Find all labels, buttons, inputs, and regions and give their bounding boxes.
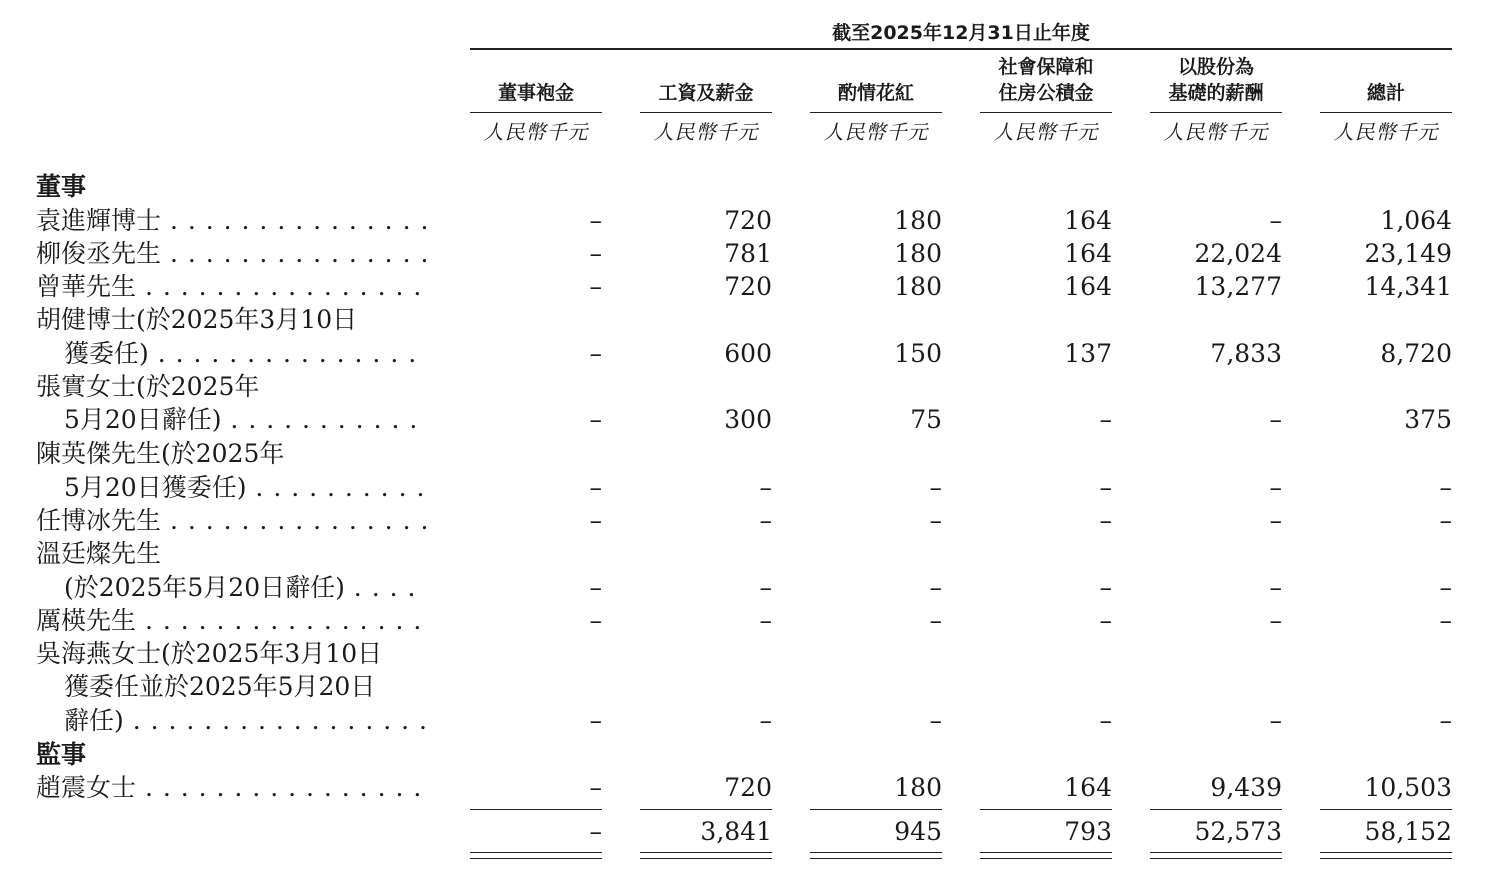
row-label-continued: 5月20日獲委任) . . . <box>64 472 426 504</box>
cell-share-based: – <box>1269 606 1282 635</box>
cell-social-security: – <box>1099 706 1112 735</box>
cell-salaries: – <box>759 573 772 602</box>
cell-total: – <box>1439 573 1452 602</box>
cell-director-fees: – <box>589 239 602 268</box>
double-rule <box>810 852 942 853</box>
double-rule <box>1320 852 1452 853</box>
column-rule <box>810 112 942 113</box>
row-label-continued: (於2025年5月20日辭任) . . . <box>64 572 426 604</box>
total-salaries: 3,841 <box>700 817 772 846</box>
cell-share-based: – <box>1269 206 1282 235</box>
cell-salaries: 720 <box>724 773 772 802</box>
cell-bonus: 75 <box>910 405 942 434</box>
total-total: 58,152 <box>1364 817 1452 846</box>
cell-director-fees: – <box>589 206 602 235</box>
cell-bonus: 180 <box>894 206 942 235</box>
double-rule <box>640 852 772 853</box>
column-header: 總計 <box>1366 82 1405 104</box>
cell-share-based: – <box>1269 405 1282 434</box>
cell-share-based: – <box>1269 573 1282 602</box>
cell-social-security: 137 <box>1064 339 1112 368</box>
row-label: 柳俊丞先生 . . . <box>36 238 426 270</box>
row-label: 曾華先生 . . . <box>36 271 426 303</box>
cell-share-based: 9,439 <box>1210 773 1282 802</box>
column-header: 以股份為 <box>1177 56 1254 78</box>
row-label: 溫廷燦先生 <box>36 539 162 568</box>
total-social-security: 793 <box>1064 817 1112 846</box>
double-rule <box>1320 858 1452 859</box>
total-share-based: 52,573 <box>1194 817 1282 846</box>
cell-total: 375 <box>1404 405 1452 434</box>
cell-share-based: – <box>1269 706 1282 735</box>
table-row <box>0 271 1490 303</box>
cell-bonus: 180 <box>894 773 942 802</box>
table-row <box>0 472 1490 504</box>
cell-total: – <box>1439 606 1452 635</box>
cell-bonus: – <box>929 706 942 735</box>
subtotal-rule <box>980 809 1112 810</box>
subtotal-rule <box>1150 809 1282 810</box>
row-label: 胡健博士(於2025年3月10日 <box>36 305 358 334</box>
section-supervisors: 監事 <box>36 740 87 769</box>
table-row-label-line <box>0 671 1490 703</box>
cell-bonus: 180 <box>894 239 942 268</box>
cell-salaries: 300 <box>724 405 772 434</box>
row-label: 厲楧先生 . . . <box>36 605 426 637</box>
row-label: 袁進輝博士 . . . <box>36 205 426 237</box>
cell-director-fees: – <box>589 606 602 635</box>
row-label-continued: 獲委任) . . . <box>64 338 426 370</box>
column-unit: 人民幣千元 <box>1333 120 1439 144</box>
cell-share-based: 22,024 <box>1194 239 1282 268</box>
cell-social-security: – <box>1099 473 1112 502</box>
cell-total: 23,149 <box>1364 239 1452 268</box>
column-unit: 人民幣千元 <box>1163 120 1269 144</box>
table-row <box>0 238 1490 270</box>
column-unit: 人民幣千元 <box>483 120 589 144</box>
column-rule <box>980 112 1112 113</box>
table-row-label-line <box>0 371 1490 403</box>
cell-social-security: – <box>1099 506 1112 535</box>
table-row <box>0 205 1490 237</box>
row-label: 任博冰先生 . . . <box>36 505 426 537</box>
cell-director-fees: – <box>589 405 602 434</box>
table-row <box>0 705 1490 737</box>
row-label: 趙震女士 . . . <box>36 772 426 804</box>
cell-share-based: – <box>1269 506 1282 535</box>
cell-salaries: 600 <box>724 339 772 368</box>
column-unit: 人民幣千元 <box>993 120 1099 144</box>
cell-social-security: 164 <box>1064 272 1112 301</box>
cell-salaries: – <box>759 606 772 635</box>
cell-total: 14,341 <box>1364 272 1452 301</box>
cell-social-security: – <box>1099 606 1112 635</box>
double-rule <box>470 858 602 859</box>
cell-total: – <box>1439 473 1452 502</box>
cell-salaries: 720 <box>724 206 772 235</box>
double-rule <box>1150 858 1282 859</box>
totals-row <box>0 816 1490 848</box>
column-header: 住房公積金 <box>998 82 1094 104</box>
table-row <box>0 404 1490 436</box>
table-row-label-line <box>0 304 1490 336</box>
column-header: 基礎的薪酬 <box>1168 82 1264 104</box>
cell-total: 1,064 <box>1380 206 1452 235</box>
column-header: 工資及薪金 <box>658 82 754 104</box>
row-label: 張實女士(於2025年 <box>36 372 260 401</box>
double-rule <box>1150 852 1282 853</box>
table-row-label-line <box>0 438 1490 470</box>
column-rule <box>1150 112 1282 113</box>
double-rule <box>980 858 1112 859</box>
column-rule <box>640 112 772 113</box>
double-rule <box>980 852 1112 853</box>
cell-bonus: – <box>929 573 942 602</box>
cell-salaries: – <box>759 473 772 502</box>
cell-share-based: 13,277 <box>1194 272 1282 301</box>
cell-bonus: – <box>929 606 942 635</box>
cell-total: – <box>1439 506 1452 535</box>
table-row <box>0 505 1490 537</box>
row-label: 陳英傑先生(於2025年 <box>36 439 285 468</box>
double-rule <box>640 858 772 859</box>
cell-salaries: 781 <box>724 239 772 268</box>
cell-director-fees: – <box>589 272 602 301</box>
table-row <box>0 605 1490 637</box>
cell-director-fees: – <box>589 573 602 602</box>
row-label: 吳海燕女士(於2025年3月10日 <box>36 639 383 668</box>
cell-bonus: – <box>929 506 942 535</box>
cell-salaries: 720 <box>724 272 772 301</box>
table-row <box>0 772 1490 804</box>
cell-bonus: 150 <box>894 339 942 368</box>
column-unit: 人民幣千元 <box>823 120 929 144</box>
cell-total: 10,503 <box>1364 773 1452 802</box>
cell-director-fees: – <box>589 506 602 535</box>
cell-salaries: – <box>759 506 772 535</box>
cell-director-fees: – <box>589 773 602 802</box>
subtotal-rule <box>640 809 772 810</box>
cell-director-fees: – <box>589 706 602 735</box>
cell-total: 8,720 <box>1380 339 1452 368</box>
total-director-fees: – <box>589 817 602 846</box>
cell-social-security: – <box>1099 405 1112 434</box>
total-bonus: 945 <box>894 817 942 846</box>
column-unit: 人民幣千元 <box>653 120 759 144</box>
column-rule <box>1320 112 1452 113</box>
row-label-continued: 獲委任並於2025年5月20日 <box>64 672 376 701</box>
row-label-continued: 辭任) . . . <box>64 705 426 737</box>
column-header: 董事袍金 <box>497 82 574 104</box>
cell-social-security: 164 <box>1064 773 1112 802</box>
subtotal-rule <box>810 809 942 810</box>
column-rule <box>470 112 602 113</box>
subtotal-rule <box>470 809 602 810</box>
cell-social-security: – <box>1099 573 1112 602</box>
column-header: 社會保障和 <box>998 56 1094 78</box>
cell-director-fees: – <box>589 473 602 502</box>
cell-share-based: 7,833 <box>1210 339 1282 368</box>
cell-social-security: 164 <box>1064 206 1112 235</box>
section-directors: 董事 <box>36 172 87 201</box>
table-row <box>0 338 1490 370</box>
subtotal-rule <box>1320 809 1452 810</box>
table-row-label-line <box>0 638 1490 670</box>
cell-salaries: – <box>759 706 772 735</box>
cell-total: – <box>1439 706 1452 735</box>
header-rule <box>470 48 1452 50</box>
period-header: 截至2025年12月31日止年度 <box>832 22 1090 44</box>
cell-social-security: 164 <box>1064 239 1112 268</box>
cell-director-fees: – <box>589 339 602 368</box>
cell-bonus: – <box>929 473 942 502</box>
row-label-continued: 5月20日辭任) . . . <box>64 404 426 436</box>
cell-bonus: 180 <box>894 272 942 301</box>
column-header: 酌情花紅 <box>837 82 914 104</box>
cell-share-based: – <box>1269 473 1282 502</box>
table-row <box>0 572 1490 604</box>
double-rule <box>810 858 942 859</box>
table-row-label-line <box>0 538 1490 570</box>
double-rule <box>470 852 602 853</box>
